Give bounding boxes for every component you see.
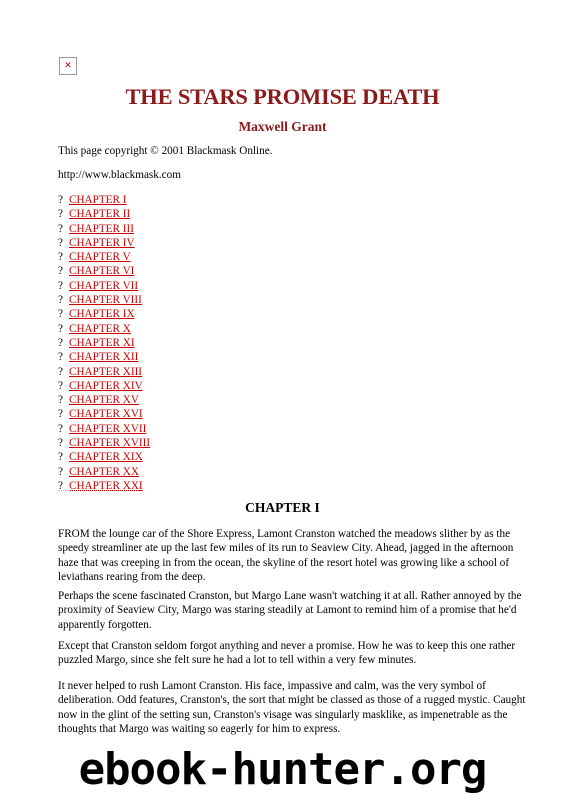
paragraph-2: Perhaps the scene fascinated Cranston, but Margo Lane wasn't watching it at all. Rather annoyed by the proximity of Seaview City, Margo was staring steadily at Lamont to remind him of a promise that he'd apparently forgotten. (58, 590, 522, 631)
toc-bullet: ? (58, 322, 63, 335)
toc-chapter-link[interactable]: CHAPTER XXI (69, 479, 143, 492)
toc-chapter-link[interactable]: CHAPTER XI (69, 336, 135, 349)
toc-chapter-link[interactable]: CHAPTER V (69, 251, 131, 264)
book-author: Maxwell Grant (238, 119, 327, 134)
toc-chapter-link[interactable]: CHAPTER XIII (69, 365, 143, 378)
toc-chapter-link[interactable]: CHAPTER XVIII (69, 437, 151, 450)
toc-chapter-link[interactable]: CHAPTER XIX (69, 451, 143, 464)
toc-item (58, 250, 150, 264)
toc-item (58, 350, 150, 364)
toc-bullet: ? (58, 251, 63, 264)
toc-item (58, 207, 150, 221)
toc-item (58, 222, 150, 236)
toc-bullet: ? (58, 222, 63, 235)
toc-chapter-link[interactable]: CHAPTER VI (69, 265, 135, 278)
toc-bullet: ? (58, 437, 63, 450)
toc-item (58, 336, 150, 350)
toc-item (58, 393, 150, 407)
chapter-heading: CHAPTER I (245, 500, 320, 515)
toc-item (58, 264, 150, 278)
toc-chapter-link[interactable]: CHAPTER IV (69, 236, 135, 249)
toc-item (58, 236, 150, 250)
toc-bullet: ? (58, 194, 63, 206)
watermark: ebook-hunter.org (78, 744, 487, 795)
toc-item (58, 407, 150, 421)
paragraph-4: It never helped to rush Lamont Cranston. His face, impassive and calm, was the very symbol of deliberation. Odd features, Cranston's, the sort that might be classed as those of a rugged mystic. Caught now in the glint of the setting sun, Cranston's visage was singularly masklike, as impenetrable as the thoughts that Margo was waiting so eagerly for him to express. (58, 680, 526, 736)
toc-bullet: ? (58, 365, 63, 378)
toc-bullet: ? (58, 394, 63, 407)
toc-bullet: ? (58, 408, 63, 421)
toc-bullet: ? (58, 265, 63, 278)
toc-bullet: ? (58, 208, 63, 221)
toc-item (58, 193, 150, 207)
toc-item (58, 465, 150, 479)
toc-bullet: ? (58, 279, 63, 292)
broken-image-x-icon: ✕ (64, 60, 72, 71)
toc-item (58, 322, 150, 336)
toc-chapter-link[interactable]: CHAPTER XV (69, 394, 139, 407)
toc-item (58, 450, 150, 464)
toc-chapter-link[interactable]: CHAPTER XII (69, 351, 139, 364)
book-title: THE STARS PROMISE DEATH (125, 84, 440, 109)
toc-bullet: ? (58, 379, 63, 392)
toc-bullet: ? (58, 479, 63, 492)
toc-bullet: ? (58, 422, 63, 435)
toc-chapter-link[interactable]: CHAPTER II (69, 208, 131, 221)
toc-divider (58, 490, 138, 494)
broken-image-icon (59, 57, 77, 75)
toc-chapter-link[interactable]: CHAPTER VIII (69, 294, 142, 307)
toc-chapter-link[interactable]: CHAPTER VII (69, 279, 139, 292)
source-url: http://www.blackmask.com (58, 169, 181, 181)
toc-item (58, 436, 150, 450)
toc-chapter-link[interactable]: CHAPTER XIV (69, 379, 143, 392)
toc-bullet: ? (58, 451, 63, 464)
toc-chapter-link[interactable]: CHAPTER I (69, 194, 127, 206)
toc-bullet: ? (58, 294, 63, 307)
toc-item (58, 379, 150, 393)
toc-chapter-link[interactable]: CHAPTER III (69, 222, 134, 235)
toc-bullet: ? (58, 336, 63, 349)
copyright-line: This page copyright © 2001 Blackmask Online. (58, 145, 273, 157)
toc-item (58, 279, 150, 293)
toc-chapter-link[interactable]: CHAPTER X (69, 322, 131, 335)
toc-item (58, 365, 150, 379)
table-of-contents (58, 193, 150, 493)
toc-bullet: ? (58, 236, 63, 249)
toc-chapter-link[interactable]: CHAPTER XVI (69, 408, 143, 421)
toc-bullet: ? (58, 308, 63, 321)
toc-item (58, 307, 150, 321)
toc-chapter-link[interactable]: CHAPTER IX (69, 308, 135, 321)
paragraph-1: FROM the lounge car of the Shore Express, Lamont Cranston watched the meadows slither by as the speedy streamliner ate up the last few miles of its run to Seaview City. Ahead, jagged in the afternoon haze that was creeping in from the ocean, the skyline of the resort hotel was growing like a school of leviathans rearing from the deep. (58, 528, 514, 584)
toc-chapter-link[interactable]: CHAPTER XVII (69, 422, 147, 435)
paragraph-3: Except that Cranston seldom forgot anything and never a promise. How he was to keep this one rather puzzled Margo, since she felt sure he had a lot to tell within a very few minutes. (58, 640, 516, 667)
toc-bullet: ? (58, 351, 63, 364)
toc-item (58, 422, 150, 436)
toc-bullet: ? (58, 465, 63, 478)
toc-chapter-link[interactable]: CHAPTER XX (69, 465, 139, 478)
toc-item (58, 293, 150, 307)
